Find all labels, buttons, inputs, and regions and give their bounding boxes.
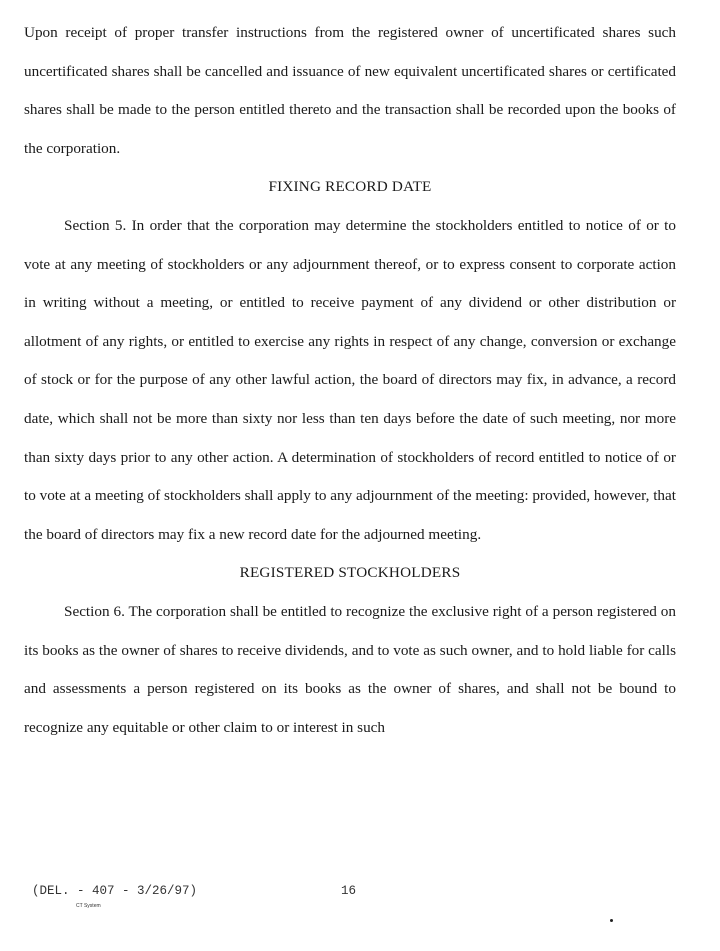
paragraph-section-6: Section 6. The corporation shall be entitled to recognize the exclusive right of a person registered on its books as the owner of shares to receive dividends, and to vote as such owner, and to hold liable for calls and assessments a person registered on its books as the owner of shares, and shall not be bound to recognize any equitable or other claim to or interest in such [24, 602, 676, 736]
paragraph-transfer-instructions: Upon receipt of proper transfer instructions from the registered owner of uncertificated shares such uncertificated shares shall be cancelled and issuance of new equivalent uncertificated shares or certificated shares shall be made to the person entitled thereto and the transaction shall be recorded upon the books of the corporation. [24, 24, 676, 157]
heading-registered-stockholders: REGISTERED STOCKHOLDERS [239, 564, 461, 582]
footer-document-reference: (DEL. - 407 - 3/26/97) [32, 884, 198, 898]
scan-speck [610, 919, 613, 922]
page-number: 16 [341, 884, 357, 898]
heading-fixing-record-date: FIXING RECORD DATE [268, 178, 432, 196]
paragraph-section-5: Section 5. In order that the corporation may determine the stockholders entitled to notice of or to vote at any meeting of stockholders or any adjournment thereof, or to express consent to corporate action in writing without a meeting, or entitled to receive payment of any dividend or other distribution or allotment of any rights, or entitled to exercise any rights in respect of any change, conversion or exchange of stock or for the purpose of any other lawful action, the board of directors may fix, in advance, a record date, which shall not be more than sixty nor less than ten days before the date of such meeting, nor more than sixty days prior to any other action. A determination of stockholders of record entitled to notice of or to vote at a meeting of stockholders shall apply to any adjournment of the meeting: provided, however, that the board of directors may fix a new record date for the adjourned meeting. [24, 216, 676, 543]
footer-system-mark: CT System [76, 903, 101, 909]
document-page [24, 0, 676, 747]
